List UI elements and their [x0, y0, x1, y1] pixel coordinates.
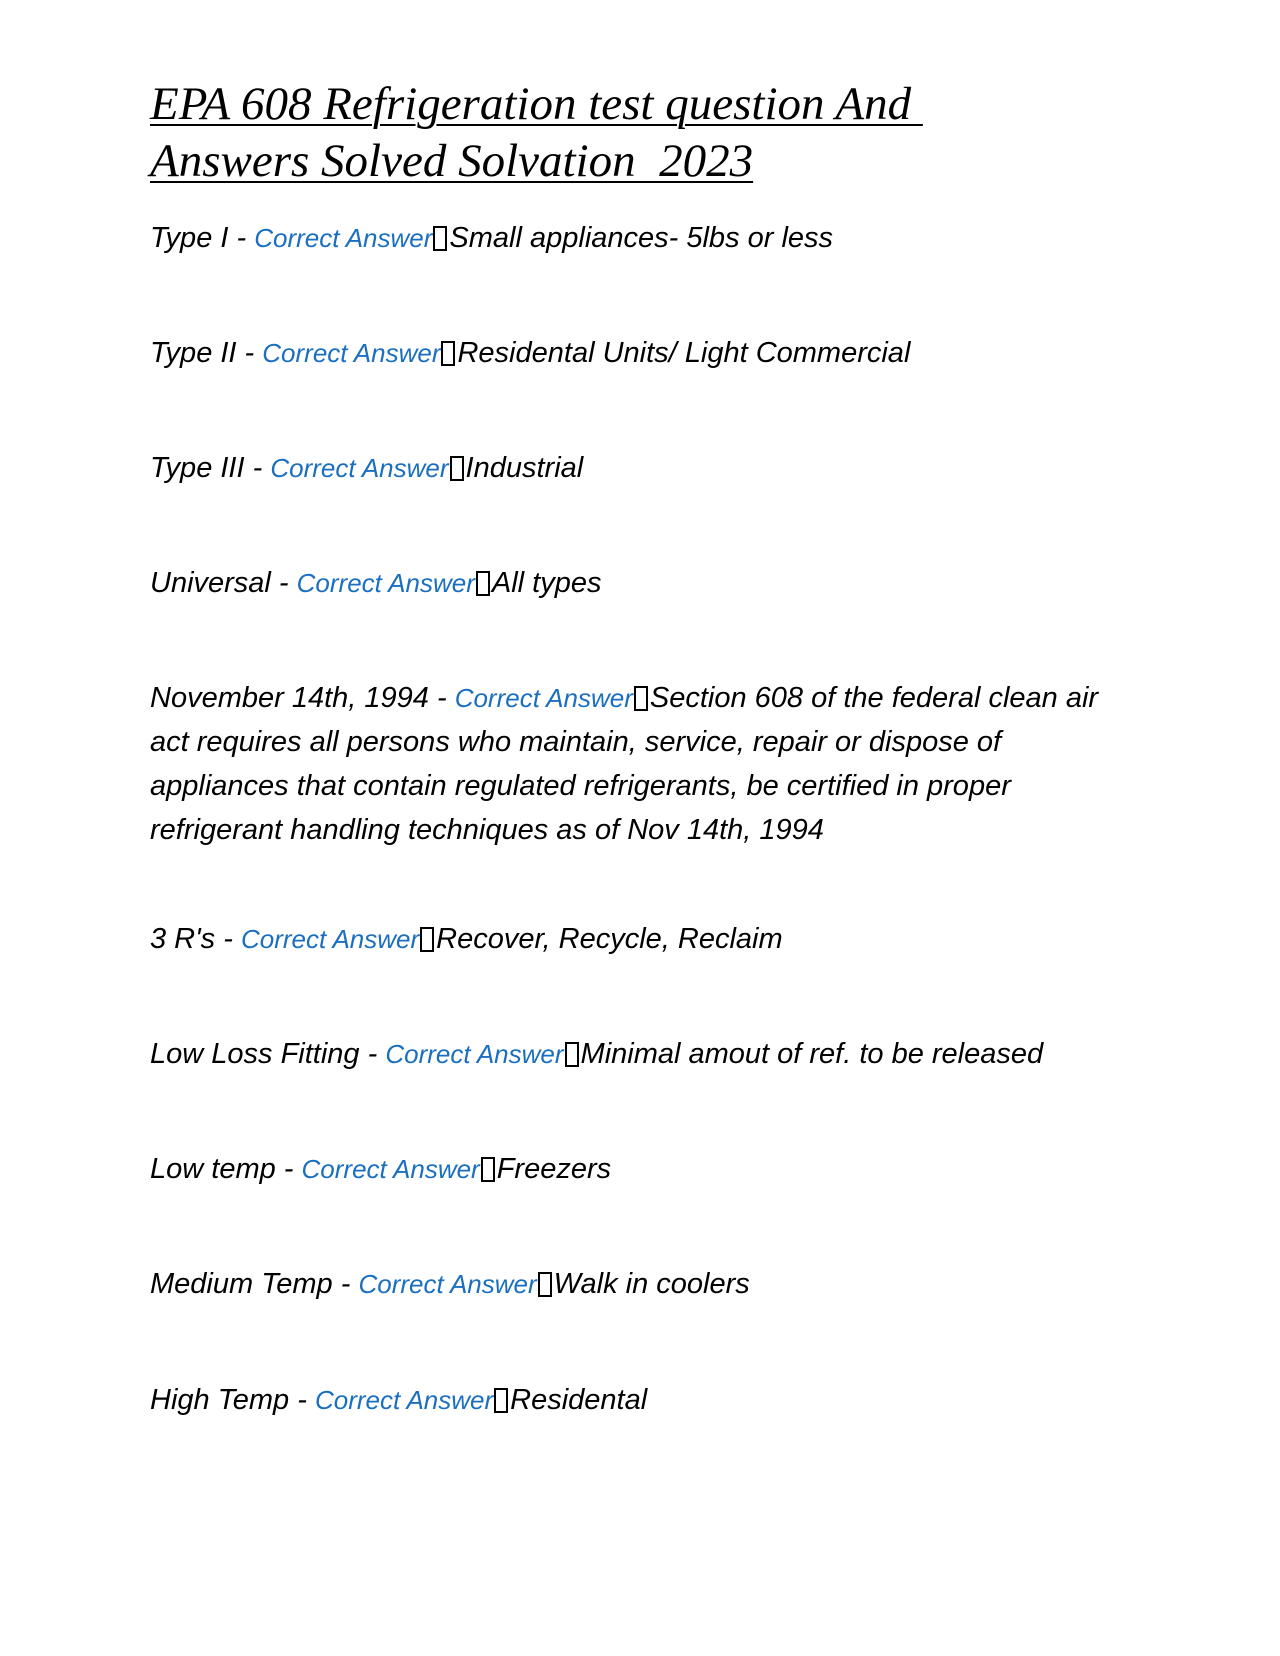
document-title — [150, 76, 1150, 190]
entry-answer: Section 608 of the federal clean air act requires all persons who maintain, service, repair or dispose of appliances that contain regulated refrigerants, be certified in proper refrigerant handling techniques as of Nov 14th, 1994 — [150, 682, 1099, 846]
missing-glyph-box-icon — [494, 1388, 508, 1413]
entry-answer: Recover, Recycle, Reclaim — [436, 923, 783, 955]
entry-term: Type II — [150, 337, 237, 369]
entry-answer: Residental Units/ Light Commercial — [457, 337, 911, 369]
entry-term: Type III — [150, 452, 245, 484]
entry-answer: Small appliances- 5lbs or less — [449, 222, 834, 254]
correct-answer-label: Correct Answer — [301, 1154, 480, 1184]
entry-answer: Freezers — [496, 1153, 612, 1185]
qa-entry-november-1994 — [150, 676, 1110, 852]
correct-answer-label: Correct Answer — [262, 338, 441, 368]
qa-entry-type-3 — [150, 446, 1110, 490]
qa-entry-medium-temp — [150, 1262, 1110, 1306]
entry-separator: - — [332, 1268, 359, 1300]
missing-glyph-box-icon — [441, 341, 455, 366]
correct-answer-label: Correct Answer — [454, 683, 633, 713]
entry-separator: - — [359, 1038, 386, 1070]
entry-term: November 14th, 1994 — [150, 682, 429, 714]
qa-entry-high-temp — [150, 1378, 1110, 1422]
entry-term: Low Loss Fitting — [150, 1038, 360, 1070]
qa-entry-low-temp — [150, 1147, 1110, 1191]
title-line-2: Answers Solved Solvation 2023 — [150, 135, 754, 187]
entry-term: Medium Temp — [150, 1268, 333, 1300]
entry-term: Type I — [150, 222, 229, 254]
entry-term: High Temp — [150, 1384, 290, 1416]
qa-entry-low-loss-fitting — [150, 1032, 1110, 1076]
entry-answer: Minimal amout of ref. to be released — [580, 1038, 1044, 1070]
missing-glyph-box-icon — [634, 686, 648, 711]
missing-glyph-box-icon — [538, 1272, 552, 1297]
entry-separator: - — [289, 1384, 315, 1416]
entry-separator: - — [236, 337, 263, 369]
entry-term: Universal — [150, 567, 271, 599]
entry-separator: - — [428, 682, 455, 714]
missing-glyph-box-icon — [433, 226, 447, 251]
correct-answer-label: Correct Answer — [314, 1385, 494, 1415]
qa-entry-type-2 — [150, 331, 1110, 375]
entry-term: Low temp — [150, 1153, 276, 1185]
correct-answer-label: Correct Answer — [240, 924, 420, 954]
missing-glyph-box-icon — [565, 1042, 579, 1067]
entry-separator: - — [244, 452, 271, 484]
missing-glyph-box-icon — [476, 571, 490, 596]
correct-answer-label: Correct Answer — [270, 453, 449, 483]
correct-answer-label: Correct Answer — [385, 1039, 564, 1069]
missing-glyph-box-icon — [481, 1157, 495, 1182]
missing-glyph-box-icon — [450, 456, 464, 481]
qa-entry-3-rs — [150, 917, 1110, 961]
entry-answer: Walk in coolers — [553, 1268, 750, 1300]
correct-answer-label: Correct Answer — [296, 568, 475, 598]
entry-answer: Residental — [510, 1384, 648, 1416]
entry-separator: - — [275, 1153, 302, 1185]
entry-answer: All types — [491, 567, 602, 599]
entry-answer: Industrial — [465, 452, 584, 484]
entry-separator: - — [228, 222, 255, 254]
entry-term: 3 R's — [150, 923, 216, 955]
entry-separator: - — [215, 923, 241, 955]
title-line-1: EPA 608 Refrigeration test question And — [150, 78, 923, 130]
missing-glyph-box-icon — [420, 927, 434, 952]
entry-separator: - — [270, 567, 297, 599]
qa-entry-type-1 — [150, 216, 1110, 260]
correct-answer-label: Correct Answer — [254, 223, 433, 253]
correct-answer-label: Correct Answer — [358, 1269, 537, 1299]
qa-entry-universal — [150, 561, 1110, 605]
